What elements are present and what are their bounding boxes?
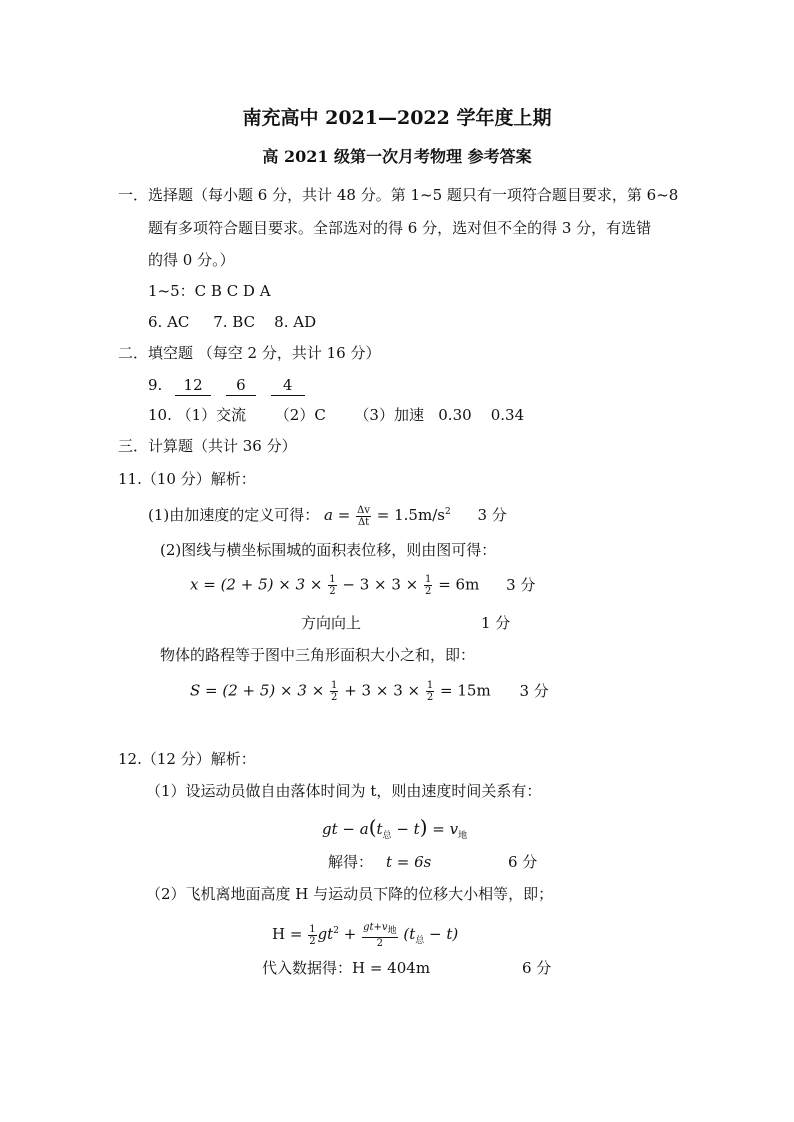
q12-part1-eq: gt − $a(t_总 - t) = v_地$ [322,815,468,841]
q11-part2-eq [190,574,535,597]
sec1-line1: 一．选择题（每小题 6 分，共计 48 分。第 1~5 题只有一项符合题目要求，第 6~8 [118,186,679,204]
q12-part2-eq [272,921,458,951]
q11-direction-score: 1 分 [481,614,511,632]
q12-part1-text: （1）设运动员做自由落体时间为 t，则由速度时间关系有： [146,782,542,800]
q9-answers [148,375,305,396]
q12-p2-sub-zong: 总 [415,936,425,946]
q10-answers: 10. （1）交流 （2）C （3）加速 0.30 0.34 [148,406,525,424]
q12-p2-sup: 2 [333,926,339,936]
q12-p2-fraction [362,922,397,949]
q11-p3-half-1 [330,680,338,703]
sec3-heading: 三．计算题（共计 36 分） [118,437,297,455]
q12-p1-eq-mid: − t [396,820,420,838]
half-num: 1 [425,574,432,585]
q12-solve-label: 解得： [328,853,374,871]
q11-p1-sup: 2 [444,507,451,517]
q12-p2-end: − t) [429,925,459,943]
q12-solve-eq: t = 6s [386,853,432,871]
q12-p2-plus: + [343,925,357,943]
q11-p2-half-2 [424,574,432,597]
half-num: 1 [426,680,434,691]
q12-p2-half [308,924,316,947]
half-den: 2 [309,935,316,947]
q12-solve-score: 6 分 [508,853,538,871]
q11-p1-fraction [356,505,371,528]
q11-p1-den: Δt [357,516,370,528]
q12-p2-t: (t [403,925,416,943]
q9-blank-3: 4 [271,375,305,396]
q11-part1: (1)由加速度的定义可得： a = $\frac{\Delta v}{\Delta t}$ = $1.5m/s^2$ 3 分 [148,504,507,528]
q11-p2-score: 3 分 [506,575,536,594]
q12-p2-gt: gt [317,925,334,943]
q12-p1-sub-zong: 总 [382,831,392,841]
q12-part2-text: （2）飞机离地面高度 H 与运动员下降的位移大小相等，即； [146,885,554,903]
q11-part3-eq [190,680,549,703]
sec1-answers-6-8: 6. AC 7. BC 8. AD [148,313,317,331]
half-num: 1 [329,574,336,585]
q12-p2-frac-num: gt+v [363,921,388,933]
half-den: 2 [331,692,338,703]
half-den: 2 [426,692,434,703]
sec1-line3: 的得 0 分。） [148,251,235,269]
sec2-heading: 二．填空题 （每空 2 分，共计 16 分） [118,344,381,362]
q11-p2-eq-b: − 3 × 3 × [342,575,419,594]
sec1-line2: 题有多项符合题目要求。全部选对的得 6 分，选对但不全的得 3 分，有选错 [148,219,652,237]
q12-header: 12.（12 分）解析： [118,750,256,768]
q11-p3-half-2 [426,680,434,703]
q12-p1-eq-a: gt − a [322,820,369,838]
q12-p1-t: t [376,820,383,838]
q11-p3-score: 3 分 [519,681,549,700]
q12-p2-frac-den: 2 [376,937,384,949]
q11-p2-half-1 [328,574,336,597]
q11-p1-rhs: = 1.5m/s [376,506,445,524]
q11-header: 11.（10 分）解析： [118,470,256,488]
q11-part2-text: (2)图线与横坐标围城的面积表位移，则由图可得： [160,541,497,559]
half-num: 1 [331,680,338,691]
q11-p3-eq-c: = 15m [440,681,491,700]
q11-p1-a: a [324,506,333,524]
q11-p1-score: 3 分 [477,506,507,524]
q11-p1-num: Δv [357,504,370,516]
q12-p1-sub-di: 地 [458,831,468,841]
q11-direction: 方向向上 [301,614,362,632]
q12-sub-score: 6 分 [522,959,552,977]
q9-blank-2: 6 [226,375,256,396]
half-den: 2 [425,586,432,597]
q11-p2-eq-a: x = (2 + 5) × 3 × [190,575,323,594]
q9-blank-1: 12 [175,375,211,396]
q12-p2-eq-a: H = [272,925,303,943]
q11-p1-text: (1)由加速度的定义可得： [148,506,320,524]
q12-sub-eq: H = 404m [352,959,431,977]
q12-p1-eq-v: = v [432,820,459,838]
q12-sub-label: 代入数据得： [262,959,353,977]
page-title: 南充高中 2021—2022 学年度上期 [242,107,552,129]
sec1-answers-1-5: 1~5：C B C D A [148,282,271,300]
q11-p2-eq-c: = 6m [438,575,480,594]
page-subtitle: 高 2021 级第一次月考物理 参考答案 [262,147,532,166]
half-num: 1 [309,923,316,935]
half-den: 2 [329,586,336,597]
q11-p3-eq-b: + 3 × 3 × [344,681,421,700]
q11-p3-eq-a: S = (2 + 5) × 3 × [190,681,325,700]
q11-part3-text: 物体的路程等于图中三角形面积大小之和，即： [160,646,476,664]
q12-p2-frac-sub: 地 [387,925,397,936]
q9-label: 9. [148,376,163,394]
